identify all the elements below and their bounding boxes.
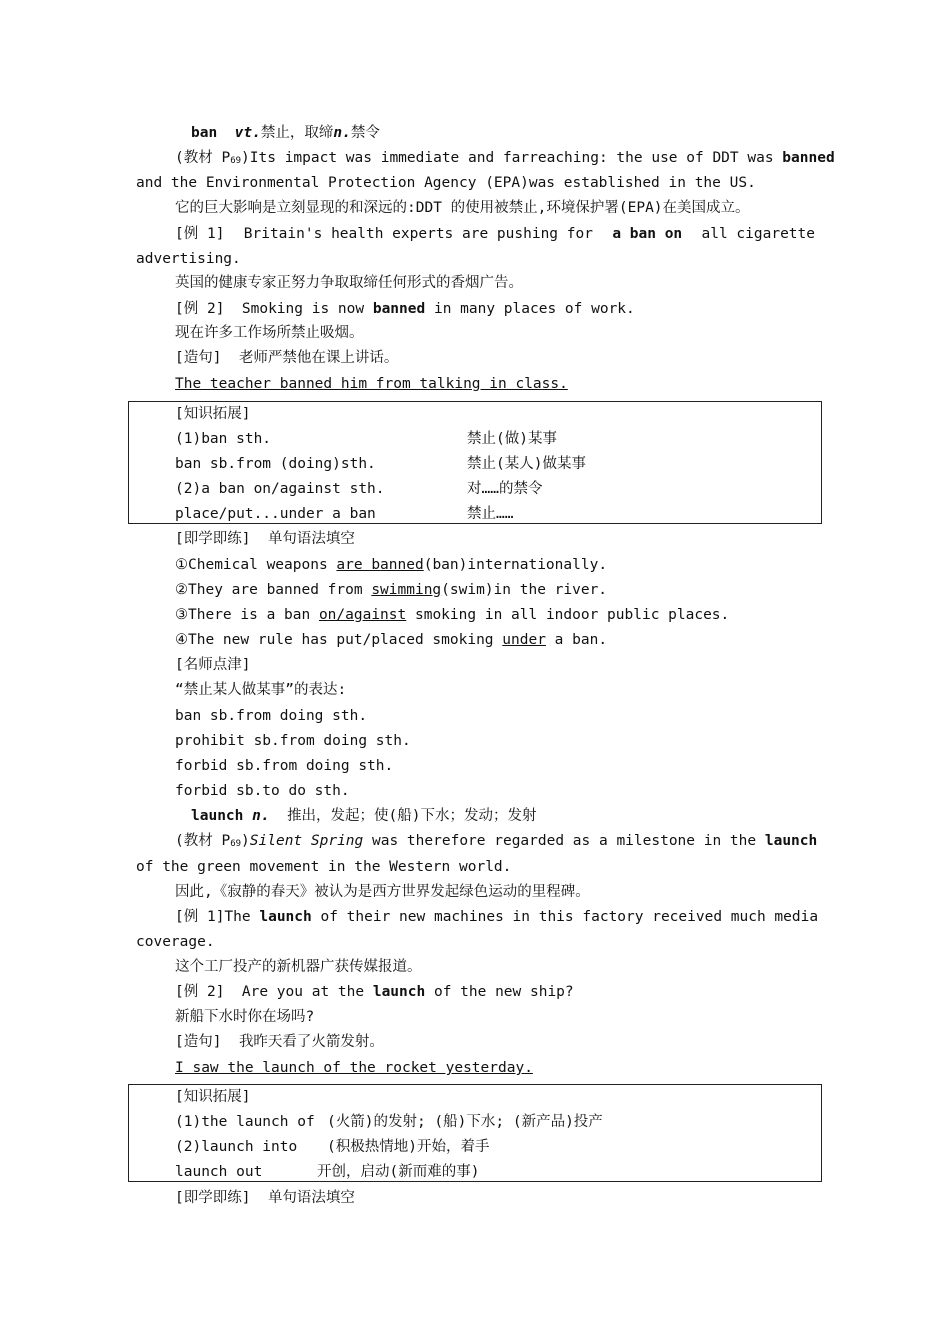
ban-source-cn: 它的巨大影响是立刻显现的和深远的:DDT 的使用被禁止,环境保护署(EPA)在美国成立。 xyxy=(175,200,750,216)
launch-practice-title: [即学即练] 单句语法填空 xyxy=(175,1190,355,1206)
box-label: [知识拓展] xyxy=(175,406,251,422)
ban-knowledge-box xyxy=(128,401,822,524)
ext-en: (1)the launch of xyxy=(175,1114,315,1130)
ext-en: (2)launch into xyxy=(175,1139,298,1155)
headword: launch xyxy=(191,808,244,824)
launch-example2: [例 2] Are you at the launch of the new ship? xyxy=(175,984,574,1000)
ext-cn: 对……的禁令 xyxy=(467,481,543,497)
pos-label: vt. xyxy=(234,125,261,141)
launch-source-line2: of the green movement in the Western world. xyxy=(136,859,512,875)
ban-example1-cn: 英国的健康专家正努力争取取缔任何形式的香烟广告。 xyxy=(175,275,523,291)
ext-en: ban sb.from (doing)sth. xyxy=(175,456,376,472)
ban-source-line: (教材 $P_{69})Its$ impact was immediate and farreaching: the use of DDT was banned xyxy=(175,150,835,166)
launch-source-line: (教材 $P_{69})Silent$ Spring was therefore regarded as a milestone in the launch xyxy=(175,833,818,849)
ban-sentence-answer: The teacher banned him from talking in class. xyxy=(175,376,568,392)
launch-example1-line2: coverage. xyxy=(136,934,215,950)
ban-headword-line: ban vt.禁止，取缔n.禁令 xyxy=(191,125,380,141)
ext-en: (2)a ban on/against sth. xyxy=(175,481,385,497)
ban-tip-label: [名师点津] xyxy=(175,657,251,673)
launch-source-cn: 因此,《寂静的春天》被认为是西方世界发起绿色运动的里程碑。 xyxy=(175,884,590,900)
practice-item: ②They are banned from swimming(swim)in the river. xyxy=(175,582,608,598)
ext-cn: 禁止(做)某事 xyxy=(467,431,557,447)
launch-sentence-making: [造句] 我昨天看了火箭发射。 xyxy=(175,1034,384,1050)
ban-example2-cn: 现在许多工作场所禁止吸烟。 xyxy=(175,325,364,341)
ban-practice-title: [即学即练] 单句语法填空 xyxy=(175,531,355,547)
launch-example1-cn: 这个工厂投产的新机器广获传媒报道。 xyxy=(175,959,422,975)
launch-example1: [例 1] The launch of their new machines in this factory received much media xyxy=(175,909,819,925)
ext-en: (1)ban sth. xyxy=(175,431,272,447)
box-label: [知识拓展] xyxy=(175,1089,251,1105)
launch-knowledge-box xyxy=(128,1084,822,1182)
tip-item: forbid sb.from doing sth. xyxy=(175,758,394,774)
practice-item: ①Chemical weapons are banned(ban)internationally. xyxy=(175,557,608,573)
ban-example2: [例 2] Smoking is now banned in many places of work. xyxy=(175,301,635,317)
launch-headword-line: launch n. 推出，发起；使(船)下水；发动；发射 xyxy=(191,808,537,824)
ext-cn: 禁止(某人)做某事 xyxy=(467,456,586,472)
ban-sentence-making: [造句] 老师严禁他在课上讲话。 xyxy=(175,350,399,366)
ban-source-line2: and the Environmental Protection Agency (EPA)was established in the US. xyxy=(136,175,756,191)
practice-item: ④The new rule has put/placed smoking under a ban. xyxy=(175,632,608,648)
ext-cn: 禁止…… xyxy=(467,506,514,522)
ext-en: launch out xyxy=(175,1164,263,1180)
launch-sentence-answer: I saw the launch of the rocket yesterday. xyxy=(175,1060,533,1076)
pos-label: n. xyxy=(252,808,270,824)
ban-example1-line2: advertising. xyxy=(136,251,241,267)
launch-example2-cn: 新船下水时你在场吗? xyxy=(175,1009,315,1025)
practice-item: ③There is a ban on/against smoking in all indoor public places. xyxy=(175,607,730,623)
ban-example1: [例 1] Britain's health experts are pushing for a ban on all cigarette xyxy=(175,226,815,242)
headword: ban xyxy=(191,125,218,141)
tip-item: prohibit sb.from doing sth. xyxy=(175,733,411,749)
ext-cn: (积极热情地)开始，着手 xyxy=(327,1139,490,1155)
tip-item: forbid sb.to do sth. xyxy=(175,783,350,799)
ban-tip-title: “禁止某人做某事”的表达: xyxy=(175,682,347,698)
ext-en: place/put...under a ban xyxy=(175,506,376,522)
ext-cn: (火箭)的发射; (船)下水; (新产品)投产 xyxy=(327,1114,603,1130)
ext-cn: 开创，启动(新而难的事) xyxy=(317,1164,480,1180)
tip-item: ban sb.from doing sth. xyxy=(175,708,368,724)
